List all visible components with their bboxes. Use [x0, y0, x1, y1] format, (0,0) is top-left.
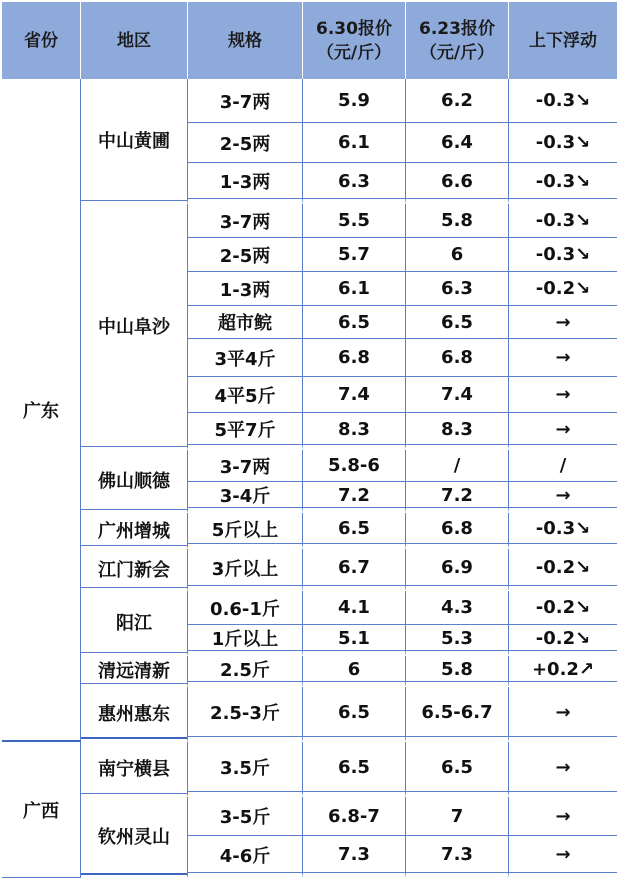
region-cell: 清远清新	[81, 656, 188, 687]
price-current-cell: 7.4	[303, 377, 406, 413]
header-spec: 规格	[188, 2, 303, 79]
spec-cell: 3-7两	[188, 204, 303, 238]
table-row	[2, 549, 617, 591]
price-previous-cell: 6.4	[406, 123, 509, 163]
price-previous-cell: 4.3	[406, 591, 509, 625]
table-row	[2, 450, 617, 482]
change-cell: -0.3↘	[509, 79, 617, 123]
price-table	[2, 2, 617, 878]
header-price-current: 6.30报价 （元/斤）	[303, 2, 406, 79]
table-row	[2, 797, 617, 836]
province-cell: 广西	[2, 742, 81, 878]
price-previous-cell: 5.8	[406, 656, 509, 687]
change-cell: -0.3↘	[509, 513, 617, 549]
change-cell: +0.2↗	[509, 656, 617, 687]
price-current-cell: 6.1	[303, 272, 406, 306]
price-previous-cell: 7.2	[406, 482, 509, 513]
change-cell: -0.2↘	[509, 591, 617, 625]
spec-cell: 5斤以上	[188, 513, 303, 549]
price-previous-cell: 7.4	[406, 377, 509, 413]
price-previous-cell: 8.3	[406, 413, 509, 450]
spec-cell: 3斤以上	[188, 549, 303, 591]
region-cell: 佛山顺德	[81, 450, 188, 513]
price-previous-cell: 6.5	[406, 742, 509, 797]
change-cell: -0.2↘	[509, 625, 617, 656]
region-cell: 南宁横县	[81, 742, 188, 797]
price-current-cell: 6.5	[303, 742, 406, 797]
price-current-cell: 6	[303, 656, 406, 687]
price-previous-cell: 6.8	[406, 339, 509, 377]
price-current-cell: 6.3	[303, 163, 406, 204]
table-row	[2, 742, 617, 797]
change-cell: →	[509, 482, 617, 513]
change-cell: /	[509, 450, 617, 482]
price-current-cell: 6.5	[303, 687, 406, 742]
region-cell: 阳江	[81, 591, 188, 656]
change-cell: -0.3↘	[509, 204, 617, 238]
change-cell: →	[509, 339, 617, 377]
change-cell: -0.2↘	[509, 549, 617, 591]
change-cell: -0.3↘	[509, 238, 617, 272]
change-cell: -0.3↘	[509, 123, 617, 163]
price-current-cell: 6.8-7	[303, 797, 406, 836]
header-price-previous: 6.23报价 （元/斤）	[406, 2, 509, 79]
change-cell: →	[509, 413, 617, 450]
spec-cell: 3-7两	[188, 450, 303, 482]
spec-cell: 4-6斤	[188, 836, 303, 878]
price-previous-cell: 6.5-6.7	[406, 687, 509, 742]
spec-cell: 1-3两	[188, 272, 303, 306]
price-current-cell: 5.8-6	[303, 450, 406, 482]
spec-cell: 5平7斤	[188, 413, 303, 450]
change-cell: →	[509, 797, 617, 836]
price-current-cell: 6.5	[303, 513, 406, 549]
table-row	[2, 687, 617, 742]
region-cell: 钦州灵山	[81, 797, 188, 878]
spec-cell: 0.6-1斤	[188, 591, 303, 625]
change-cell: →	[509, 377, 617, 413]
region-cell: 广州增城	[81, 513, 188, 549]
price-current-cell: 6.1	[303, 123, 406, 163]
spec-cell: 3-7两	[188, 79, 303, 123]
price-current-cell: 4.1	[303, 591, 406, 625]
table-header	[2, 2, 617, 79]
spec-cell: 2-5两	[188, 238, 303, 272]
change-cell: →	[509, 306, 617, 339]
change-cell: →	[509, 742, 617, 797]
price-current-cell: 6.8	[303, 339, 406, 377]
price-current-cell: 5.5	[303, 204, 406, 238]
spec-cell: 2.5-3斤	[188, 687, 303, 742]
table-row	[2, 591, 617, 625]
spec-cell: 3平4斤	[188, 339, 303, 377]
spec-cell: 3-4斤	[188, 482, 303, 513]
spec-cell: 3.5斤	[188, 742, 303, 797]
table-row	[2, 79, 617, 123]
price-previous-cell: 5.3	[406, 625, 509, 656]
region-cell: 中山阜沙	[81, 204, 188, 450]
price-previous-cell: 6.8	[406, 513, 509, 549]
price-previous-cell: 7.3	[406, 836, 509, 878]
price-previous-cell: 6.3	[406, 272, 509, 306]
header-province: 省份	[2, 2, 81, 79]
price-current-cell: 7.2	[303, 482, 406, 513]
change-cell: →	[509, 836, 617, 878]
table-row	[2, 656, 617, 687]
price-current-cell: 5.1	[303, 625, 406, 656]
change-cell: -0.3↘	[509, 163, 617, 204]
price-current-cell: 8.3	[303, 413, 406, 450]
price-previous-cell: 6.9	[406, 549, 509, 591]
table-body	[2, 79, 617, 878]
header-region: 地区	[81, 2, 188, 79]
price-previous-cell: 6	[406, 238, 509, 272]
price-previous-cell: 5.8	[406, 204, 509, 238]
spec-cell: 1斤以上	[188, 625, 303, 656]
change-cell: -0.2↘	[509, 272, 617, 306]
price-previous-cell: 6.5	[406, 306, 509, 339]
spec-cell: 4平5斤	[188, 377, 303, 413]
region-cell: 中山黄圃	[81, 79, 188, 204]
spec-cell: 超市鲩	[188, 306, 303, 339]
price-previous-cell: /	[406, 450, 509, 482]
price-current-cell: 6.7	[303, 549, 406, 591]
spec-cell: 3-5斤	[188, 797, 303, 836]
region-cell: 江门新会	[81, 549, 188, 591]
price-current-cell: 6.5	[303, 306, 406, 339]
table-row	[2, 204, 617, 238]
price-current-cell: 5.7	[303, 238, 406, 272]
price-previous-cell: 7	[406, 797, 509, 836]
spec-cell: 2-5两	[188, 123, 303, 163]
spec-cell: 1-3两	[188, 163, 303, 204]
price-previous-cell: 6.2	[406, 79, 509, 123]
price-current-cell: 7.3	[303, 836, 406, 878]
province-cell: 广东	[2, 79, 81, 742]
price-current-cell: 5.9	[303, 79, 406, 123]
table-row	[2, 513, 617, 549]
change-cell: →	[509, 687, 617, 742]
region-cell: 惠州惠东	[81, 687, 188, 742]
price-previous-cell: 6.6	[406, 163, 509, 204]
spec-cell: 2.5斤	[188, 656, 303, 687]
header-change: 上下浮动	[509, 2, 617, 79]
